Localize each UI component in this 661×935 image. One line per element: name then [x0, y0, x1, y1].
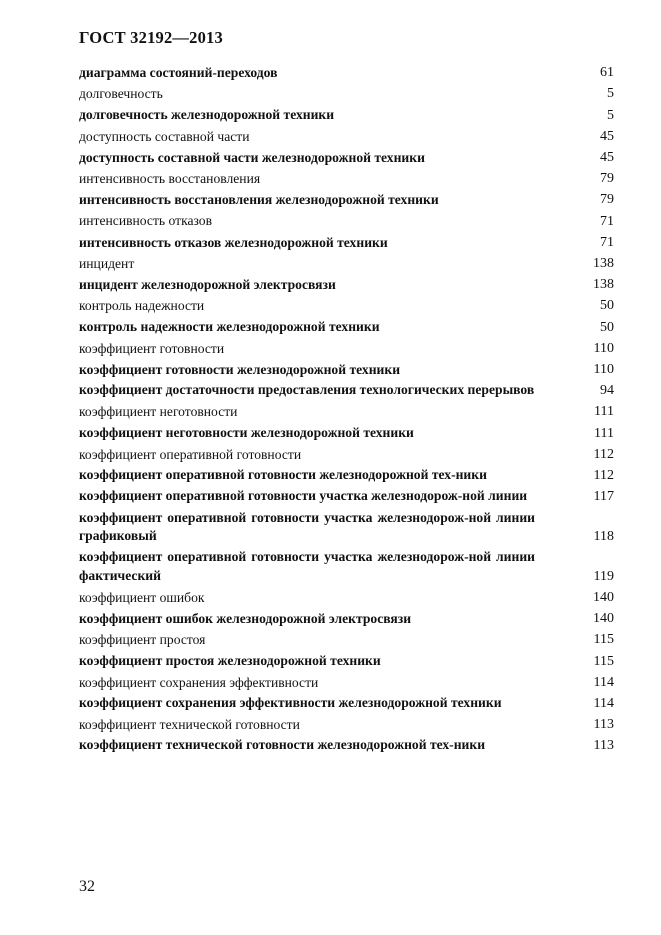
index-page-number: 110: [593, 340, 614, 356]
index-term: контроль надежности железнодорожной техники: [79, 319, 380, 335]
index-entry: [79, 232, 614, 253]
index-term: коэффициент достаточности предоставления технологических перерывов: [79, 382, 535, 398]
index-page-number: 113: [593, 717, 614, 733]
index-term: инцидент: [79, 255, 135, 271]
index-page-number: 71: [600, 234, 614, 250]
index-page-number: 117: [593, 489, 614, 505]
index-entry: [79, 735, 614, 756]
alphabetical-index: [79, 62, 614, 756]
index-entry: [79, 507, 614, 547]
index-entry: [79, 253, 614, 274]
index-term: контроль надежности: [79, 298, 205, 314]
index-entry: [79, 380, 614, 401]
index-page-number: 94: [600, 383, 614, 399]
index-entry: [79, 338, 614, 359]
index-entry: [79, 587, 614, 608]
index-term: интенсивность отказов железнодорожной техники: [79, 234, 388, 250]
index-term: коэффициент оперативной готовности участка железнодорож-ной линии: [79, 488, 528, 504]
index-term: коэффициент технической готовности: [79, 716, 300, 732]
index-entry: [79, 547, 614, 587]
index-page-number: 112: [593, 446, 614, 462]
index-entry: [79, 359, 614, 380]
index-term: коэффициент оперативной готовности железнодорожной тех-ники: [79, 467, 487, 483]
index-entry: [79, 104, 614, 125]
index-term: интенсивность восстановления: [79, 171, 261, 187]
index-entry: [79, 274, 614, 295]
index-entry: [79, 486, 614, 507]
index-page-number: 118: [593, 529, 614, 544]
index-entry: [79, 693, 614, 714]
index-entry: [79, 316, 614, 337]
index-entry: [79, 465, 614, 486]
index-term: коэффициент неготовности: [79, 404, 238, 420]
index-page-number: 45: [600, 150, 614, 166]
index-page-number: 79: [600, 192, 614, 208]
index-page-number: 50: [600, 298, 614, 314]
index-page-number: 113: [593, 738, 614, 754]
page-number: 32: [79, 878, 95, 895]
index-page-number: 114: [593, 674, 614, 690]
index-term: коэффициент оперативной готовности участка железнодорож-ной линии графиковый: [79, 509, 535, 544]
index-page-number: 50: [600, 319, 614, 335]
index-term: коэффициент оперативной готовности участка железнодорож-ной линии фактический: [79, 549, 535, 583]
index-entry: [79, 422, 614, 443]
index-entry: [79, 83, 614, 104]
index-term: долговечность железнодорожной техники: [79, 107, 335, 123]
index-entry: [79, 714, 614, 735]
index-term: коэффициент простоя железнодорожной техники: [79, 653, 381, 669]
index-entry: [79, 608, 614, 629]
index-page-number: 114: [593, 695, 614, 711]
index-term: коэффициент готовности: [79, 340, 225, 356]
index-entry: [79, 650, 614, 671]
index-page-number: 79: [600, 171, 614, 187]
index-term: коэффициент сохранения эффективности железнодорожной техники: [79, 695, 502, 711]
index-page-number: 140: [593, 589, 614, 605]
index-term: долговечность: [79, 86, 163, 102]
index-term: коэффициент оперативной готовности: [79, 446, 302, 462]
document-header: ГОСТ 32192—2013: [79, 28, 223, 47]
index-page-number: 115: [593, 632, 614, 648]
index-page-number: 138: [593, 256, 614, 272]
index-term: коэффициент неготовности железнодорожной техники: [79, 425, 414, 441]
index-entry: [79, 168, 614, 189]
index-entry: [79, 62, 614, 83]
index-entry: [79, 401, 614, 422]
index-page-number: 111: [594, 404, 614, 420]
index-term: инцидент железнодорожной электросвязи: [79, 277, 336, 293]
index-term: коэффициент готовности железнодорожной техники: [79, 361, 401, 377]
index-page-number: 110: [593, 362, 614, 378]
index-entry: [79, 126, 614, 147]
index-entry: [79, 295, 614, 316]
index-term: интенсивность отказов: [79, 213, 213, 229]
index-entry: [79, 189, 614, 210]
index-page-number: 45: [600, 128, 614, 144]
index-term: коэффициент сохранения эффективности: [79, 674, 319, 690]
index-page-number: 140: [593, 611, 614, 627]
index-entry: [79, 629, 614, 650]
index-term: коэффициент простоя: [79, 632, 206, 648]
index-entry: [79, 147, 614, 168]
index-term: доступность составной части: [79, 128, 250, 144]
index-term: коэффициент технической готовности железнодорожной тех-ники: [79, 737, 486, 753]
index-page-number: 71: [600, 213, 614, 229]
index-term: коэффициент ошибок железнодорожной электросвязи: [79, 610, 412, 626]
index-page-number: 5: [607, 107, 614, 123]
index-term: диаграмма состояний-переходов: [79, 65, 278, 80]
index-term: интенсивность восстановления железнодорожной техники: [79, 192, 439, 208]
index-page-number: 5: [607, 86, 614, 102]
index-page-number: 115: [593, 653, 614, 669]
index-term: доступность составной части железнодорожной техники: [79, 149, 425, 165]
index-page-number: 61: [600, 65, 614, 81]
index-page-number: 138: [593, 277, 614, 293]
index-entry: [79, 672, 614, 693]
index-page-number: 112: [593, 468, 614, 484]
index-page-number: 111: [594, 425, 614, 441]
index-term: коэффициент ошибок: [79, 589, 205, 605]
index-entry: [79, 444, 614, 465]
index-entry: [79, 210, 614, 231]
index-page-number: 119: [593, 568, 614, 584]
